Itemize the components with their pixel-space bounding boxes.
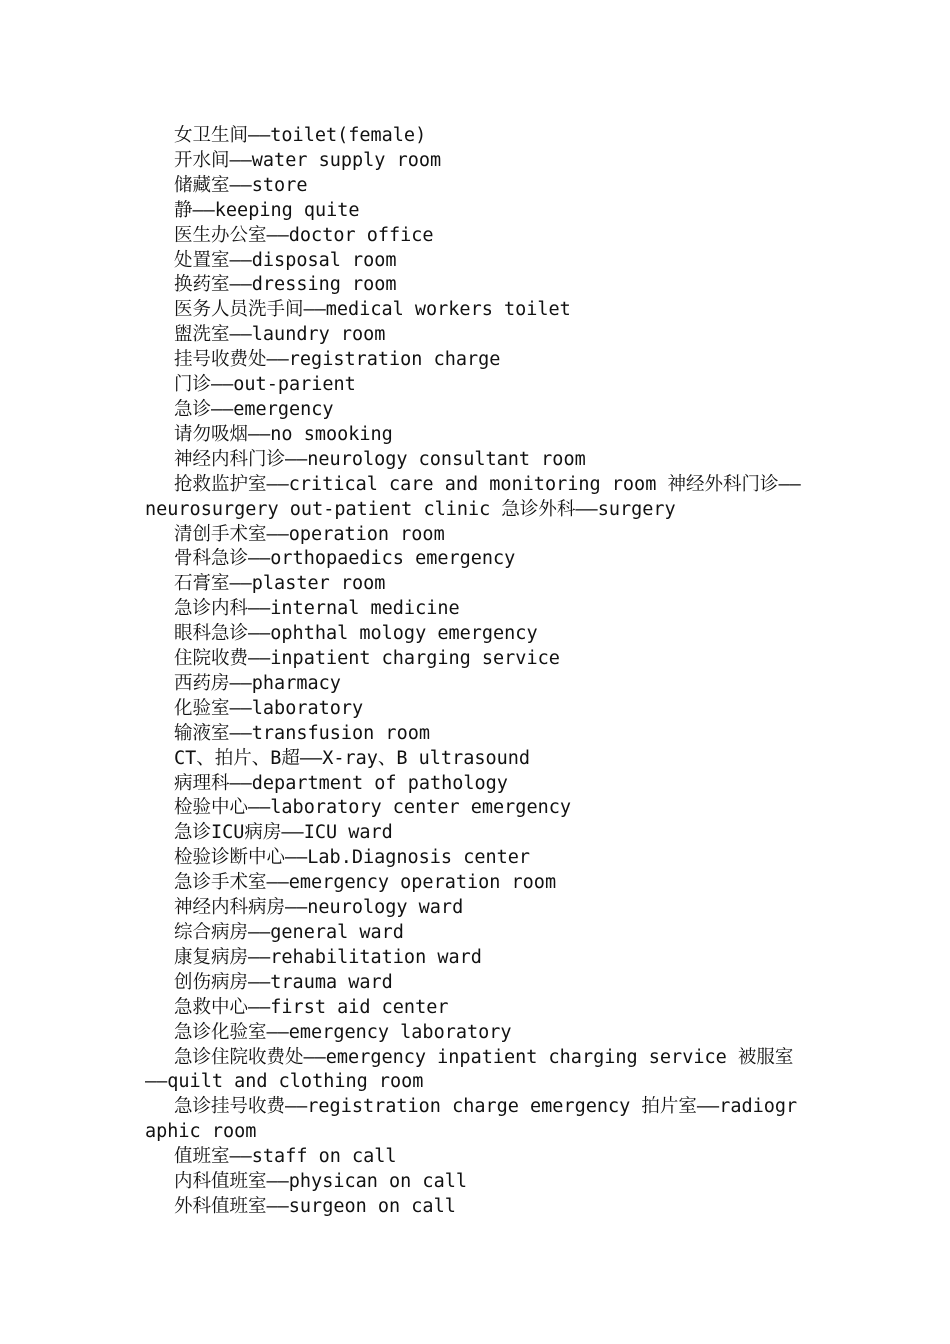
glossary-entry: 石膏室——plaster room bbox=[174, 573, 386, 595]
glossary-entry: 挂号收费处——registration charge bbox=[174, 349, 501, 371]
glossary-entry: 化验室——laboratory bbox=[174, 697, 364, 719]
glossary-entry: 急诊手术室——emergency operation room bbox=[174, 872, 557, 894]
glossary-entry: 请勿吸烟——no smooking bbox=[174, 423, 393, 445]
glossary-entry: 综合病房——general ward bbox=[174, 922, 404, 943]
glossary-entry: 眼科急诊——ophthal mology emergency bbox=[174, 623, 538, 645]
glossary-entry: 抢救监护室——critical care and monitoring room 神经外科门诊——neurosurgery out-patient clinic 急诊外科——surgery bbox=[145, 473, 801, 520]
glossary-entry: CT、拍片、B超——X-ray、B ultrasound bbox=[174, 747, 531, 769]
glossary-entry: 急诊化验室——emergency laboratory bbox=[174, 1021, 512, 1043]
glossary-entry: 神经内科门诊——neurology consultant room bbox=[174, 448, 586, 470]
glossary-entry: 值班室——staff on call bbox=[174, 1146, 397, 1168]
glossary-entry: 急诊内科——internal medicine bbox=[174, 598, 460, 620]
glossary-entry: 开水间——water supply room bbox=[174, 149, 442, 171]
glossary-entry: 医生办公室——doctor office bbox=[174, 224, 434, 246]
glossary-entry: 女卫生间——toilet(female) bbox=[174, 125, 427, 146]
glossary-entry: 储藏室——store bbox=[174, 174, 308, 196]
glossary-entry: 静——keeping quite bbox=[174, 199, 360, 221]
glossary-entry: 内科值班室——physican on call bbox=[174, 1171, 467, 1193]
glossary-list bbox=[145, 124, 805, 1220]
glossary-entry: 西药房——pharmacy bbox=[174, 672, 341, 694]
glossary-entry: 医务人员洗手间——medical workers toilet bbox=[174, 299, 571, 321]
glossary-entry: 清创手术室——operation room bbox=[174, 523, 445, 545]
glossary-entry: 病理科——department of pathology bbox=[174, 772, 508, 794]
glossary-entry: 神经内科病房——neurology ward bbox=[174, 897, 464, 919]
glossary-entry: 急诊——emergency bbox=[174, 398, 334, 420]
glossary-entry: 处置室——disposal room bbox=[174, 249, 397, 271]
glossary-entry: 检验中心——laboratory center emergency bbox=[174, 797, 572, 819]
glossary-entry: 急诊住院收费处——emergency inpatient charging service 被服室——quilt and clothing room bbox=[145, 1046, 794, 1093]
glossary-entry: 骨科急诊——orthopaedics emergency bbox=[174, 548, 516, 570]
glossary-entry: 门诊——out-parient bbox=[174, 374, 356, 396]
glossary-entry: 换药室——dressing room bbox=[174, 274, 397, 296]
glossary-entry: 急救中心——first aid center bbox=[174, 996, 449, 1018]
glossary-entry: 输液室——transfusion room bbox=[174, 722, 430, 744]
glossary-entry: 康复病房——rehabilitation ward bbox=[174, 946, 482, 968]
glossary-entry: 急诊挂号收费——registration charge emergency 拍片室——radiographic room bbox=[145, 1096, 798, 1143]
glossary-entry: 创伤病房——trauma ward bbox=[174, 971, 393, 993]
glossary-entry: 住院收费——inpatient charging service bbox=[174, 648, 560, 670]
glossary-entry: 急诊ICU病房——ICU ward bbox=[174, 822, 393, 844]
glossary-entry: 外科值班室——surgeon on call bbox=[174, 1195, 456, 1217]
glossary-entry: 盥洗室——laundry room bbox=[174, 324, 386, 346]
glossary-entry: 检验诊断中心——Lab.Diagnosis center bbox=[174, 847, 531, 869]
